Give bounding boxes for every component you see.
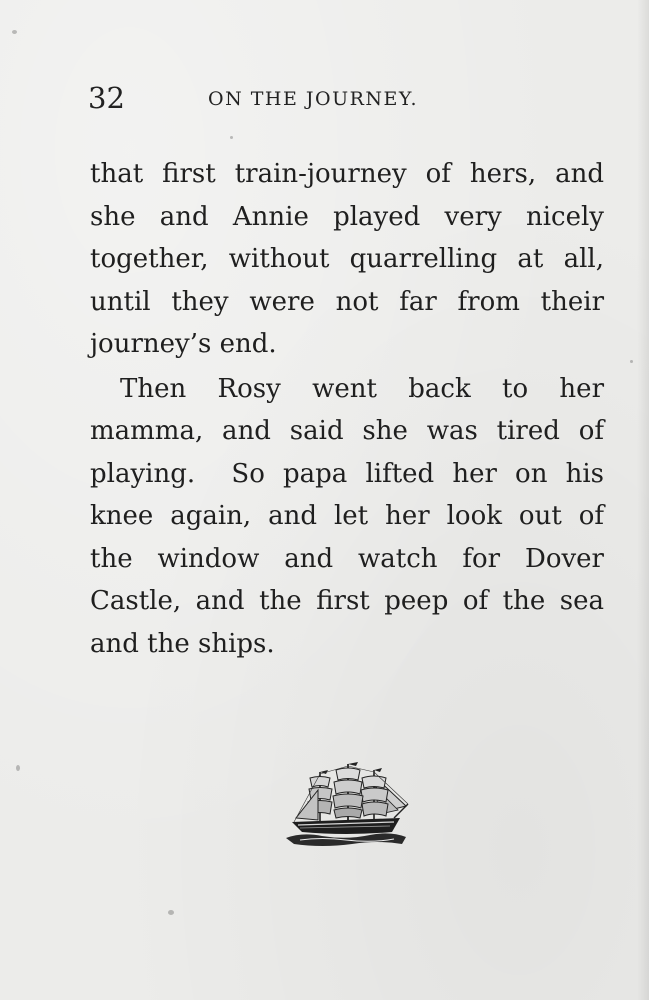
paragraph <box>90 153 604 366</box>
text-line: knee again, and let her look out of <box>90 501 604 531</box>
text-line: Castle, and the first peep of the sea <box>90 586 604 616</box>
text-line: that first train-journey of hers, and <box>90 159 604 189</box>
text-line: she and Annie played very nicely <box>90 201 604 232</box>
running-head: ON THE JOURNEY. <box>208 88 419 110</box>
paper-speck <box>630 360 633 363</box>
text-line: until they were not far from their <box>90 286 604 317</box>
page-header <box>88 78 588 118</box>
page-number: 32 <box>88 81 125 115</box>
text-line: and the ships. <box>90 628 275 659</box>
text-line: journey’s end. <box>90 329 277 359</box>
sailing-ship-icon <box>282 760 410 850</box>
paper-speck <box>16 765 20 771</box>
paper-speck <box>168 910 174 915</box>
text-line: Then Rosy went back to her <box>120 373 604 404</box>
text-line: the window and watch for Dover <box>90 543 604 574</box>
paper-speck <box>230 136 233 139</box>
paragraph <box>90 368 604 666</box>
text-line: playing. So papa lifted her on his <box>90 458 604 489</box>
paper-speck <box>12 30 17 34</box>
text-line: together, without quarrelling at all, <box>90 244 604 274</box>
body-text <box>90 153 604 665</box>
page-edge-shadow <box>637 0 649 1000</box>
text-line: mamma, and said she was tired of <box>90 416 604 446</box>
